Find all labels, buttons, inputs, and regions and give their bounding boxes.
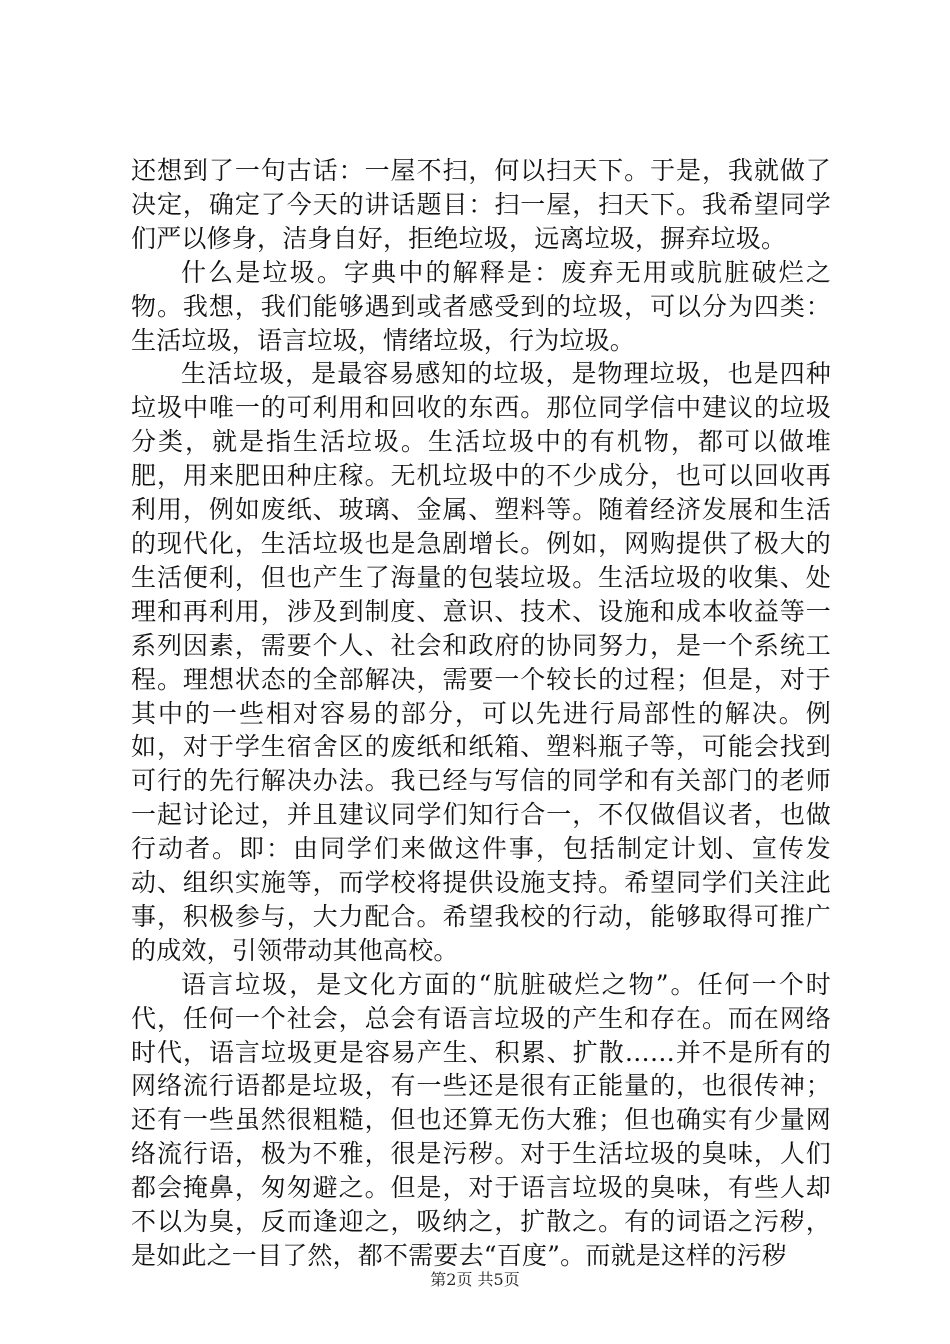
page-footer [0, 1267, 950, 1290]
paragraph-3: 生活垃圾，是最容易感知的垃圾，是物理垃圾，也是四种垃圾中唯一的可利用和回收的东西。那位同学信中建议的垃圾分类，就是指生活垃圾。生活垃圾中的有机物，都可以做堆肥，用来肥田种庄稼。无机垃圾中的不少成分，也可以回收再利用，例如废纸、玻璃、金属、塑料等。随着经济发展和生活的现代化，生活垃圾也是急剧增长。例如，网购提供了极大的生活便利，但也产生了海量的包装垃圾。生活垃圾的收集、处理和再利用，涉及到制度、意识、技术、设施和成本收益等一系列因素，需要个人、社会和政府的协同努力，是一个系统工程。理想状态的全部解决，需要一个较长的过程；但是，对于其中的一些相对容易的部分，可以先进行局部性的解决。例如，对于学生宿舍区的废纸和纸箱、塑料瓶子等，可能会找到可行的先行解决办法。我已经与写信的同学和有关部门的老师一起讨论过，并且建议同学们知行合一，不仅做倡议者，也做行动者。即：由同学们来做这件事，包括制定计划、宣传发动、组织实施等，而学校将提供设施支持。希望同学们关注此事，积极参与，大力配合。希望我校的行动，能够取得可推广的成效，引领带动其他高校。 [131, 359, 831, 965]
paragraph-2: 什么是垃圾。字典中的解释是：废弃无用或肮脏破烂之物。我想，我们能够遇到或者感受到的垃圾，可以分为四类：生活垃圾，语言垃圾，情绪垃圾，行为垃圾。 [131, 257, 831, 355]
paragraph-1: 还想到了一句古话：一屋不扫，何以扫天下。于是，我就做了决定，确定了今天的讲话题目：扫一屋，扫天下。我希望同学们严以修身，洁身自好，拒绝垃圾，远离垃圾，摒弃垃圾。 [131, 156, 831, 253]
paragraph-4: 语言垃圾，是文化方面的“肮脏破烂之物”。任何一个时代，任何一个社会，总会有语言垃圾的产生和存在。而在网络时代，语言垃圾更是容易产生、积累、扩散……并不是所有的网络流行语都是垃圾，有一些还是很有正能量的，也很传神；还有一些虽然很粗糙，但也还算无伤大雅；但也确实有少量网络流行语，极为不雅，很是污秽。对于生活垃圾的臭味，人们都会掩鼻，匆匆避之。但是，对于语言垃圾的臭味，有些人却不以为臭，反而逢迎之，吸纳之，扩散之。有的词语之污秽，是如此之一目了然，都不需要去“百度”。而就是这样的污秽 [131, 969, 831, 1270]
document-body [131, 154, 831, 1273]
page-number-label: 第2页 共5页 [430, 1270, 520, 1289]
